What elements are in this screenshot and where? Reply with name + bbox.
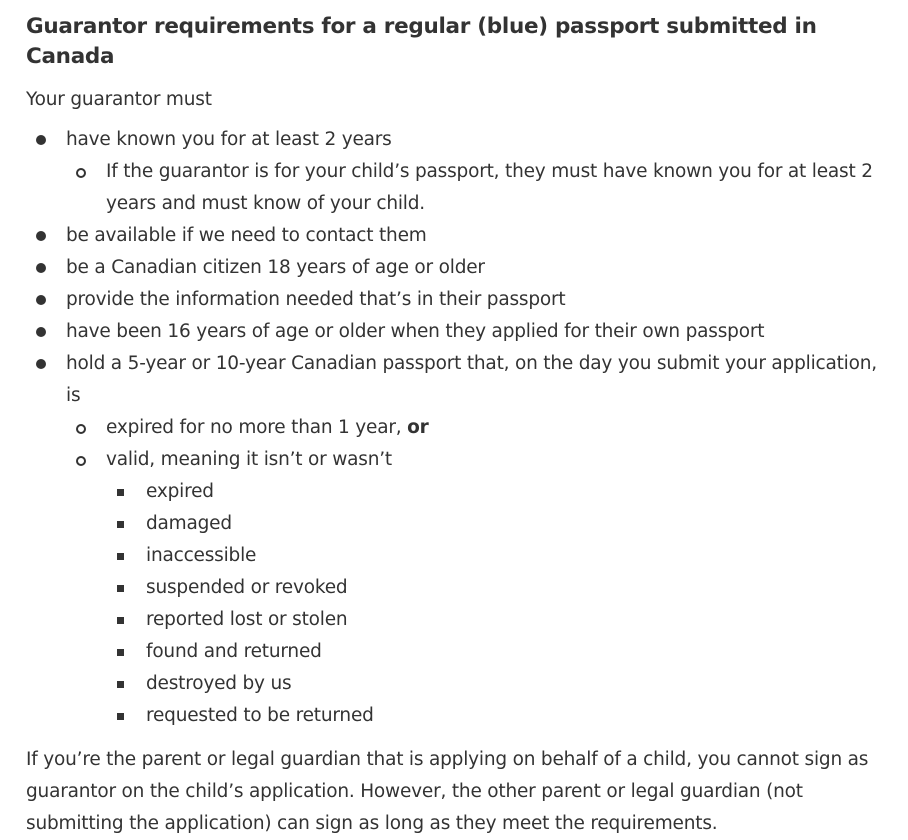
- list-item: [26, 348, 882, 732]
- bullet-square-icon: [106, 636, 146, 668]
- condition-text: damaged: [146, 513, 232, 534]
- condition-item: [106, 476, 882, 508]
- condition-text: destroyed by us: [146, 673, 292, 694]
- list-item-text: have known you for at least 2 years: [66, 129, 392, 150]
- condition-item: [106, 668, 882, 700]
- conditions-list: [106, 476, 882, 732]
- bullet-disc-icon: [26, 124, 66, 156]
- bullet-square-icon: [106, 700, 146, 732]
- condition-text: found and returned: [146, 641, 322, 662]
- sub-list-item-text: If the guarantor is for your child’s passport, they must have known you for at least 2 years and must know of your child.: [106, 161, 873, 214]
- outro-paragraph: If you’re the parent or legal guardian that is applying on behalf of a child, you cannot sign as guarantor on the child’s application. However, the other parent or legal guardian (not submitting the application) can sign as long as they meet the requirements.: [26, 749, 869, 834]
- condition-item: [106, 572, 882, 604]
- condition-text: expired: [146, 481, 214, 502]
- sub-list: [66, 412, 882, 732]
- condition-text: requested to be returned: [146, 705, 374, 726]
- list-item-text: be available if we need to contact them: [66, 225, 427, 246]
- condition-text: inaccessible: [146, 545, 257, 566]
- condition-item: [106, 700, 882, 732]
- list-item: [26, 220, 882, 252]
- bullet-circle-icon: [66, 156, 106, 188]
- bullet-square-icon: [106, 572, 146, 604]
- bold-or-text: or: [407, 417, 429, 438]
- condition-item: [106, 540, 882, 572]
- bullet-disc-icon: [26, 252, 66, 284]
- bullet-circle-icon: [66, 412, 106, 444]
- requirements-list: [26, 124, 882, 732]
- bullet-circle-icon: [66, 444, 106, 476]
- bullet-square-icon: [106, 508, 146, 540]
- condition-text: reported lost or stolen: [146, 609, 348, 630]
- list-item: [26, 124, 882, 220]
- condition-item: [106, 636, 882, 668]
- condition-item: [106, 508, 882, 540]
- bullet-square-icon: [106, 604, 146, 636]
- list-item: [26, 284, 882, 316]
- bullet-disc-icon: [26, 220, 66, 252]
- bullet-square-icon: [106, 540, 146, 572]
- bullet-disc-icon: [26, 316, 66, 348]
- condition-text: suspended or revoked: [146, 577, 348, 598]
- sub-list-item-text: valid, meaning it isn’t or wasn’t: [106, 449, 392, 470]
- list-item-text: be a Canadian citizen 18 years of age or older: [66, 257, 485, 278]
- section-heading: Guarantor requirements for a regular (blue) passport submitted in Canada: [26, 14, 817, 69]
- bullet-square-icon: [106, 668, 146, 700]
- list-item-text: hold a 5-year or 10-year Canadian passport that, on the day you submit your application, is: [66, 353, 877, 406]
- bullet-square-icon: [106, 476, 146, 508]
- sub-list-item: [66, 412, 882, 444]
- bullet-disc-icon: [26, 348, 66, 380]
- list-item: [26, 252, 882, 284]
- sub-list-item: [66, 156, 882, 220]
- bullet-disc-icon: [26, 284, 66, 316]
- list-item-text: have been 16 years of age or older when they applied for their own passport: [66, 321, 765, 342]
- condition-item: [106, 604, 882, 636]
- list-item: [26, 316, 882, 348]
- sub-list-item: [66, 444, 882, 732]
- sub-list: [66, 156, 882, 220]
- intro-text: Your guarantor must: [26, 89, 212, 110]
- list-item-text: provide the information needed that’s in their passport: [66, 289, 566, 310]
- sub-list-item-text: expired for no more than 1 year,: [106, 417, 402, 438]
